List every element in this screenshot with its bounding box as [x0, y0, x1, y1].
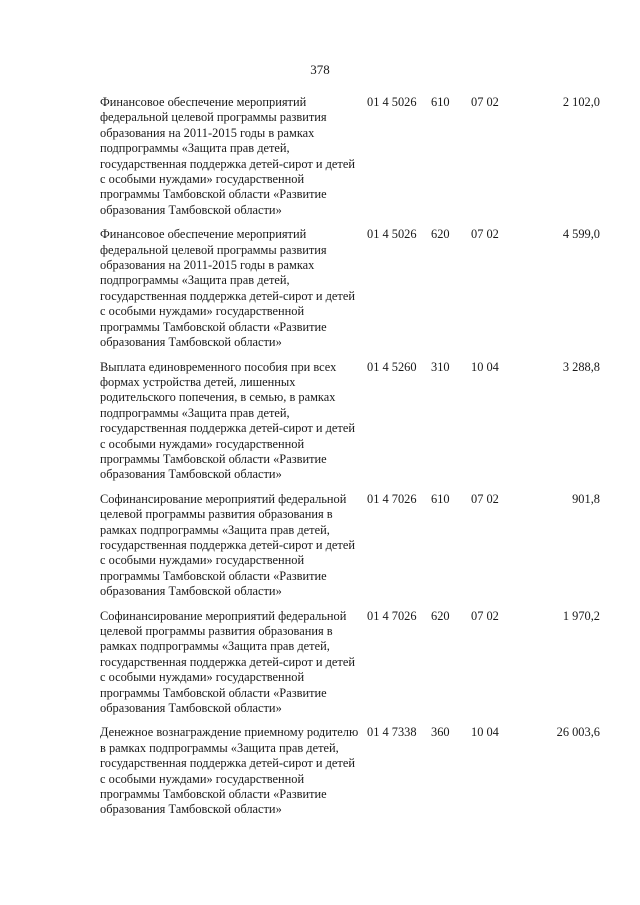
row-description: Финансовое обеспечение мероприятий федеральной целевой программы развития образования на 2011-2015 годы в рамках подпрограммы «Защита прав детей, государственная поддержка детей-сирот и детей с особыми нуждами» государственной программы Тамбовской области «Развитие образования Тамбовской области»	[100, 227, 355, 350]
table-row	[0, 725, 640, 817]
row-expense-type: 620	[431, 608, 450, 623]
row-expense-type: 610	[431, 95, 450, 109]
row-description: Выплата единовременного пособия при всех формах устройства детей, лишенных родительского попечения, в семью, в рамках подпрограммы «Защита прав детей, государственная поддержка детей-сирот и детей с особыми нуждами» государственной программы Тамбовской области «Развитие образования Тамбовской области»	[100, 359, 355, 482]
row-amount: 901,8	[572, 491, 600, 506]
table-row	[0, 227, 640, 350]
row-description: Софинансирование мероприятий федеральной целевой программы развития образования в рамках подпрограммы «Защита прав детей, государственная поддержка детей-сирот и детей с особыми нуждами» государственной программы Тамбовской области «Развитие образования Тамбовской области»	[100, 491, 355, 599]
row-target-code: 01 4 5026	[367, 227, 417, 242]
row-amount: 26 003,6	[556, 725, 600, 740]
row-target-code: 01 4 5026	[367, 95, 417, 109]
row-description: Софинансирование мероприятий федеральной целевой программы развития образования в рамках подпрограммы «Защита прав детей, государственная поддержка детей-сирот и детей с особыми нуждами» государственной программы Тамбовской области «Развитие образования Тамбовской области»	[100, 608, 355, 716]
table-row	[0, 360, 640, 483]
row-section-code: 07 02	[471, 227, 499, 242]
row-expense-type: 310	[431, 359, 450, 374]
row-section-code: 10 04	[471, 725, 499, 740]
row-target-code: 01 4 7338	[367, 725, 417, 740]
table-row	[0, 609, 640, 717]
budget-table	[0, 95, 640, 827]
row-amount: 2 102,0	[562, 95, 600, 109]
row-expense-type: 610	[431, 491, 450, 506]
row-section-code: 07 02	[471, 95, 499, 109]
row-section-code: 10 04	[471, 359, 499, 374]
row-amount: 4 599,0	[562, 227, 600, 242]
row-amount: 3 288,8	[562, 359, 600, 374]
row-amount: 1 970,2	[562, 608, 600, 623]
row-description: Денежное вознаграждение приемному родителю в рамках подпрограммы «Защита прав детей, государственная поддержка детей-сирот и детей с особыми нуждами» государственной программы Тамбовской области «Развитие образования Тамбовской области»	[100, 725, 359, 817]
row-target-code: 01 4 5260	[367, 359, 417, 374]
row-expense-type: 620	[431, 227, 450, 242]
row-description: Финансовое обеспечение мероприятий федеральной целевой программы развития образования на 2011-2015 годы в рамках подпрограммы «Защита прав детей, государственная поддержка детей-сирот и детей с особыми нуждами» государственной программы Тамбовской области «Развитие образования Тамбовской области»	[100, 95, 355, 217]
table-row	[0, 492, 640, 600]
row-section-code: 07 02	[471, 608, 499, 623]
row-expense-type: 360	[431, 725, 450, 740]
table-row	[0, 95, 640, 218]
row-target-code: 01 4 7026	[367, 608, 417, 623]
row-section-code: 07 02	[471, 491, 499, 506]
row-target-code: 01 4 7026	[367, 491, 417, 506]
page-number: 378	[310, 62, 330, 77]
